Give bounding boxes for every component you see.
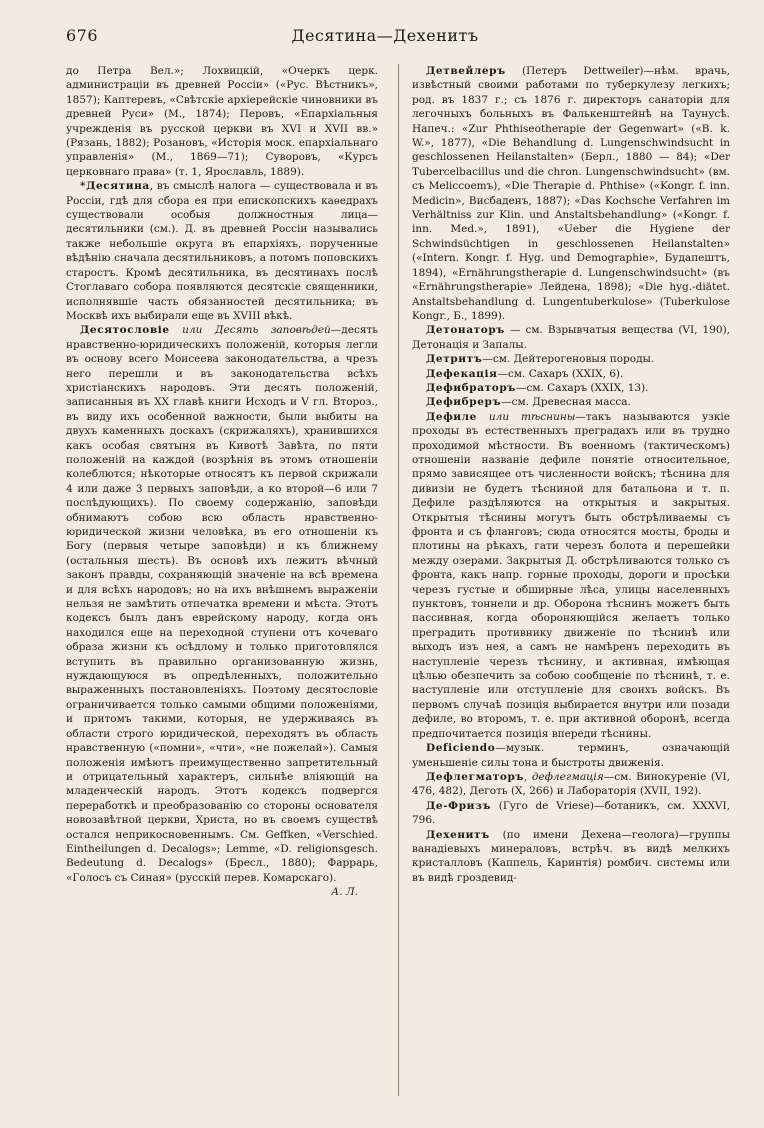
entry-headword: Де-Фризъ <box>426 799 492 812</box>
running-title: Десятина—Дехенитъ <box>291 26 479 45</box>
entry-text: —см. Сахаръ (XXIX, 13). <box>515 381 649 394</box>
entry-headword: Дефибреръ <box>426 396 502 409</box>
entry-text: —см. Древесная масса. <box>501 396 631 409</box>
entry-text: —десять нравственно-юридическихъ положеній, которыя легли въ основу всего Моисеева законодательства, а чрезъ него перешли и въ законодательства всѣхъ христіанскихъ народовъ. Эти десять положеній, записанныя въ XX главѣ книги Исходъ и V гл. Второз., въ виду ихъ особенной важности, были выбиты на двухъ каменныхъ доскахъ (скрижаляхъ), хранившихся какъ особая святыня въ Кивотѣ Завѣта, по пяти положеній на каждой (возрѣнія въ этомъ отношеніи колеблются; нѣкоторые относятъ къ первой скрижали 4 или даже 3 первыхъ заповѣди, а ко второй—6 или 7 послѣдующихъ). По своему содержанію, заповѣди обнимаютъ собою всю область нравственно-юридической жизни человѣка, въ его отношеніи къ Богу (первыя четыре заповѣди) и къ ближнему (остальныя шесть). Въ основѣ ихъ лежитъ вѣчный законъ правды, сохраняющій значеніе на всѣ времена и для всѣхъ народовъ; но на ихъ внѣшнемъ выраженіи нельзя не замѣтить отпечатка времени и мѣста. Этотъ кодексъ былъ данъ еврейскому народу, когда онъ находился еще на переходной ступени отъ кочеваго образа жизни къ осѣдлому и только приготовлялся вступить въ правильно организованную жизнь, нуждающуюся въ опредѣленныхъ, положительно выраженныхъ постановленіяхъ. Поэтому десятословіе ограничивается только самыми общими положеніями, и притомъ такими, которыя, не удерживаясь въ области строго юридической, переходятъ въ область нравственную («помни», «чти», «не пожелай»). Самыя положенія имѣютъ преимущественно запретительный и отрицательный характеръ, сильнѣе вліяющій на младенческій народъ. Этотъ кодексъ подвергся переработкѣ и преобразованію со стороны основателя новозавѣтной церкви, Христа, но въ своемъ существѣ остался неприкосновеннымъ. См. Geffken, «Verschied. Eintheilungen d. Decalogs»; Lemme, «D. religionsgesch. Bedeutung d. Decalogs» (Бресл., 1880); Фаррарь, «Голосъ съ Синая» (русскій перев. Комарскаго). <box>66 324 378 884</box>
entry-headword: Дефиле <box>426 410 477 423</box>
entry-deficiendo <box>412 741 730 770</box>
page-number: 676 <box>66 26 99 45</box>
left-column <box>66 64 378 900</box>
right-column <box>412 64 730 885</box>
entry-alt-name: , дефлегмація <box>524 770 604 783</box>
entry-text: (Гуго de Vriese)—ботаникъ, см. XXXVI, 796. <box>412 799 730 827</box>
entry-text: —такъ называются узкіе проходы въ естественныхъ преградахъ или въ трудно проходимой мѣстности. Въ военномъ (тактическомъ) отношеніи названіе дефиле понятіе относительное, прямо зависящее отъ численности войскъ; тѣснина для дивизіи не будетъ тѣсниной для батальона и т. п. Дефиле раздѣляются на открытыя и закрытыя. Открытыя тѣснины могутъ быть обстрѣливаемы съ фронта и съ фланговъ; сюда относятся мосты, броды и плотины на рѣкахъ, гати черезъ болота и перешейки между озерами. Закрытыя Д. обстрѣливаются только съ фронта, какъ напр. горные проходы, дороги и просѣки черезъ густые и обширные лѣса, улицы населенныхъ пунктовъ, тоннели и др. Оборона тѣснинъ можетъ быть пассивная, когда обороняющійся желаетъ только преградить противнику движеніе по тѣснинѣ или выходъ изъ нея, а самъ не намѣренъ переходить въ наступленіе черезъ тѣснину, и активная, имѣющая цѣлью обезпечить за собою сообщеніе по тѣснинѣ, т. е. наступленіе или отступленіе для своихъ войскъ. Въ первомъ случаѣ позиція выбирается внутри или позади дефиле, во второмъ, т. е. при активной оборонѣ, всегда предпочитается позиція впереди тѣснины. <box>412 410 731 740</box>
entry-desyatoslovie <box>66 323 378 899</box>
entry-alt-name: или Десять заповѣдей <box>169 324 331 337</box>
entry-text: , въ смыслѣ налога — существовала и въ Россіи, гдѣ для сбора ея при епископскихъ каѳедрахъ существовали особыя должностныя лица—десятильники (см.). Д. въ древней Россіи назывались также небольшіе округа въ епархіяхъ, порученные вѣдѣнію сначала десятильниковъ, а потомъ поповскихъ старостъ. Кромѣ десятильника, въ десятинахъ послѣ Стоглаваго собора появляются десятскіе священники, исполнявшіе часть обязанностей десятильника; въ Москвѣ ихъ выбирали еще въ XVIII вѣкѣ. <box>66 180 378 322</box>
entry-text: (Петеръ Dettweiler)—нѣм. врачь, извѣстный своими работами по туберкулезу легкихъ; род. въ 1837 г.; съ 1876 г. директоръ санаторіи для легочныхъ больныхъ въ Фалькенштейнѣ на Таунусѣ. Напеч.: «Zur Phthiseotherapie der Gegenwart» («B. k. W.», 1877), «Die Behandlung d. Lungenschwindsucht in geschlossenen Heilanstalten» (Берл., 1880 — 84); «Der Tubercelbacillus und die chron. Lungenschwindsucht» (вм. съ Meliccoemъ), «Die Therapie d. Phthise» («Kongr. f. inn. Medicin», Висбаденъ, 1887); «Das Kochsche Verfahren im Verhältniss zur Klin. und Anstaltsbehandlung» («Kongr. f. inn. Med.», 1891), «Ueber die Hygiene der Schwindsüchtigen in geschlossenen Heilanstalten» («Intern. Kongr. f. Hyg. und Demographie», Будапештъ, 1894), «Ernährungstherapie d. Lungenschwindsucht» (въ «Ernährungstherapie» Лейдена, 1898); «Die hyg.-diätet. Anstaltsbehandlung d. Lungentuberkulose» (Tuberkulose Kongr., Б., 1899). <box>412 65 730 322</box>
entry-alt-name: или тѣснины <box>476 410 576 423</box>
entry-headword: Детонаторъ <box>426 324 505 337</box>
entry-desyatina <box>66 179 378 323</box>
entry-headword: Десятословіе <box>80 324 170 337</box>
entry-deflegmator <box>412 770 730 799</box>
entry-headword: Дефекація <box>426 367 498 380</box>
entry-defibrator <box>412 381 730 395</box>
entry-text: до Петра Вел.»; Лохвицкій, «Очеркъ церк. администраціи въ древней Россіи» («Рус. Вѣстникъ», 1857); Каптеревъ, «Свѣтскіе архіерейскіе чиновники въ древней Руси» (М., 1874); Перовъ, «Епархіальныя учрежденія въ русской церкви въ XVI и XVII вв.» (Рязань, 1882); Розановъ, «Исторія моск. епархіальнаго управленія» (М., 1869—71); Суворовъ, «Курсъ церковнаго права» (т. 1, Ярославль, 1889). <box>66 65 378 178</box>
entry-defekatsiya <box>412 367 730 381</box>
entry-defile <box>412 410 730 741</box>
entry-detonator <box>412 323 730 352</box>
entry-headword: Детвейлеръ <box>426 65 506 77</box>
entry-text: —музык. терминъ, означающій уменьшеніе силы тона и быстроты движенія. <box>412 742 730 769</box>
entry-dekhenit <box>412 828 730 886</box>
entry-continuation <box>66 64 378 179</box>
column-divider <box>398 64 399 1096</box>
entry-detrit <box>412 352 730 366</box>
entry-headword: Deficiendo <box>426 742 496 755</box>
entry-headword: Дехенитъ <box>426 828 490 841</box>
entry-text: (по имени Дехена—геолога)—группы ванадіевыхъ минераловъ, встрѣч. въ видѣ мелкихъ кристалловъ (Каппель, Каринтія) ромбич. системы или въ видѣ гроздевид- <box>412 828 730 884</box>
entry-text: — см. Взрывчатыя вещества (VI, 190), Детонація и Запалы. <box>412 324 730 351</box>
entry-headword: Дефлегматоръ <box>426 770 525 783</box>
entry-text: —см. Дейтерогеновыя породы. <box>482 353 655 366</box>
entry-headword: *Десятина <box>80 180 150 193</box>
entry-detveiler <box>412 64 730 323</box>
entry-headword: Дефибраторъ <box>426 381 516 394</box>
entry-de-friz <box>412 799 730 828</box>
entry-text: —см. Сахаръ (XXIX, 6). <box>497 367 624 380</box>
entry-text: —см. Винокуреніе (VI, 476, 482), Деготь (X, 266) и Лабораторія (XVII, 192). <box>412 770 730 798</box>
entry-headword: Детритъ <box>426 353 483 366</box>
page-header <box>66 26 704 50</box>
author-signature: А. Л. <box>331 886 358 899</box>
entry-defibrer <box>412 395 730 409</box>
